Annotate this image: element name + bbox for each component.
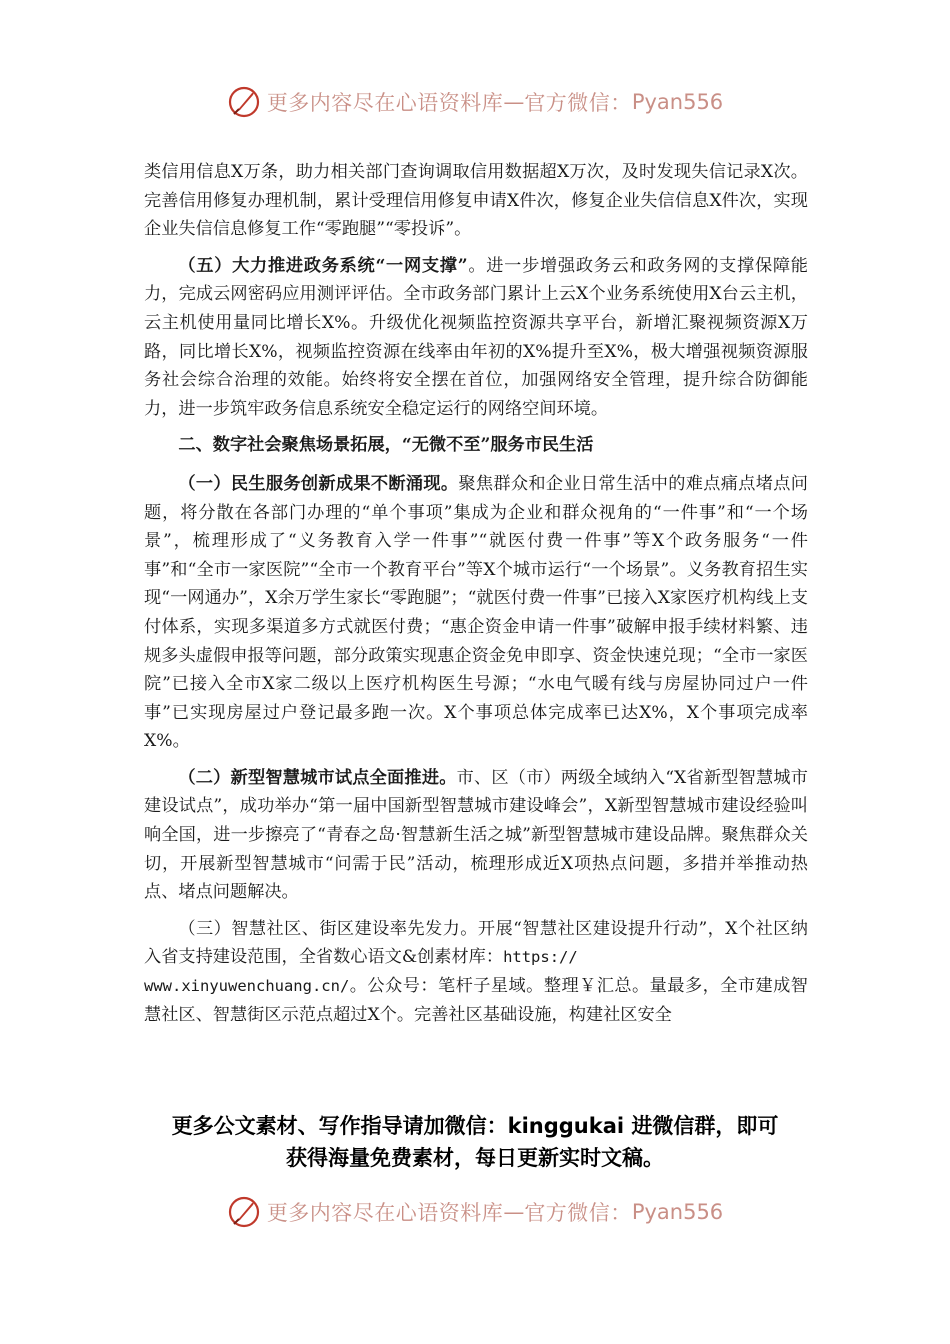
section-heading: 二、数字社会聚焦场景拓展，“无微不至”服务市民生活 (178, 435, 594, 456)
paragraph-text: 聚焦群众和企业日常生活中的难点痛点堵点问题，将分散在各部门办理的“单个事项”集成为企业和群众视角的“一件事”和“一个场景”，梳理形成了“义务教育入学一件事”“就医付费一件事”等X个政务服务“一件事”和“全市一家医院”“全市一个教育平台”等X个城市运行“一个场景”。义务教育招生实现“一网通办”，X余万学生家长“零跑腿”；“就医付费一件事”已接入X家医疗机构线上支付体系，实现多渠道多方式就医付费；“惠企资金申请一件事”破解申报手续材料繁、违规多头虚假申报等问题，部分政策实现惠企资金免申即享、资金快速兑现；“全市一家医院”已接入全市X家二级以上医疗机构医生号源；“水电气暖有线与房屋协同过户一件事”已实现房屋过户登记最多跑一次。X个事项总体完成率已达X%，X个事项完成率X%。 (144, 473, 808, 752)
banner-separator: — (503, 1200, 525, 1224)
promo-notice (100, 1110, 850, 1174)
paragraph-smart-city (144, 764, 808, 907)
banner-contact-label: 官方微信： (524, 1201, 632, 1225)
paragraph-lead: （二）新型智慧城市试点全面推进。 (178, 767, 457, 788)
paragraph-livelihood-services (144, 470, 808, 756)
banner-title: 更多内容尽在心语资料库 (266, 91, 504, 115)
paragraph-text: （三）智慧社区、街区建设率先发力。开展“智慧社区建设提升行动”，X个社区纳入省支持建设范围，全省数心语文&创素材库： (144, 918, 808, 968)
url-link-part1[interactable]: https:// (503, 948, 578, 967)
paragraph-smart-community (144, 915, 808, 1029)
quill-logo-icon (227, 85, 261, 119)
document-body (144, 158, 808, 1037)
banner-title: 更多内容尽在心语资料库 (266, 1201, 504, 1225)
paragraph-text: 市、区（市）两级全域纳入“X省新型智慧城市建设试点”，成功举办“第一届中国新型智慧城市建设峰会”，X新型智慧城市建设经验叫响全国，进一步擦亮了“青春之岛·智慧新生活之城”新型智慧城市建设品牌。聚焦群众关切，开展新型智慧城市“问需于民”活动，梳理形成近X项热点问题，多措并举推动热点、堵点问题解决。 (144, 767, 808, 903)
banner-separator: — (503, 90, 525, 114)
banner-contact-label: 官方微信： (524, 91, 632, 115)
paragraph-text: 。公众号：笔杆子星域。整理￥汇总。量最多，全市建成智慧社区、智慧街区示范点超过X个。完善社区基础设施，构建社区安全 (144, 976, 808, 1025)
paragraph-lead: （五）大力推进政务系统“一网支撑” (178, 255, 468, 276)
quill-logo-icon (227, 1195, 261, 1229)
paragraph-government-network (144, 252, 808, 424)
banner-wechat-id: Pyan556 (631, 90, 724, 114)
paragraph-lead: （一）民生服务创新成果不断涌现。 (178, 473, 459, 494)
banner-wechat-id: Pyan556 (631, 1200, 724, 1224)
paragraph-text: 。进一步增强政务云和政务网的支撑保障能力，完成云网密码应用测评评估。全市政务部门累计上云X个业务系统使用X台云主机，云主机使用量同比增长X%。升级优化视频监控资源共享平台，新增汇聚视频资源X万路，同比增长X%，视频监控资源在线率由年初的X%提升至X%，极大增强视频资源服务社会综合治理的效能。始终将安全摆在首位，加强网络安全管理，提升综合防御能力，进一步筑牢政务信息系统安全稳定运行的网络空间环境。 (144, 255, 808, 419)
url-link-part2[interactable]: www.xinyuwenchuang.cn/ (144, 977, 350, 996)
paragraph-continued: 类信用信息X万条，助力相关部门查询调取信用数据超X万次，及时发现失信记录X次。完善信用修复办理机制，累计受理信用修复申请X件次，修复企业失信信息X件次，实现企业失信信息修复工作“零跑腿”“零投诉”。 (144, 162, 808, 240)
header-banner (0, 82, 950, 122)
promo-line-2: 获得海量免费素材，每日更新实时文稿。 (286, 1146, 664, 1170)
promo-line-1: 更多公文素材、写作指导请加微信：kinggukai 进微信群，即可 (171, 1114, 779, 1138)
footer-banner (0, 1192, 950, 1232)
